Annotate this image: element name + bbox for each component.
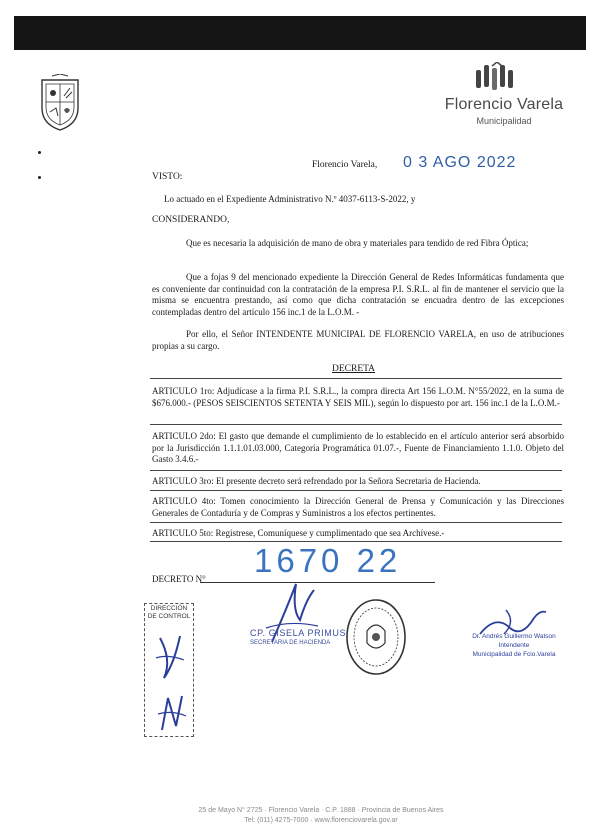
logo-mark-icon — [470, 62, 524, 92]
footer-contact: Tel: (011) 4275-7000 · www.florenciovarela.gov.ar — [244, 817, 398, 824]
mayor-signature-block — [458, 632, 570, 659]
considerando-paragraph-2: Que a fojas 9 del mencionado expediente la Dirección General de Redes Informáticas fundamenta que es conveniente dar continuidad con la contratación de la empresa P.I. S.R.L. al fin de mantener el servicio que la misma se encuentra prestando, así como que dicha contratación se encuadra dentro de las excepciones contempladas dentro del artículo 156 inc.1 de la L.O.M. - — [152, 272, 564, 317]
article-1: ARTICULO 1ro: Adjudícase a la firma P.I. S.R.L., la compra directa Art 156 L.O.M. N°55/2022, en la suma de $676.000.- (PESOS SEISCIENTOS SETENTA Y SEIS MIL), según lo dispuesto por art. 156 inc.1 de la L.O.M.- — [152, 386, 564, 408]
article-separator — [150, 378, 562, 379]
dateline-place: Florencio Varela, — [312, 160, 378, 170]
footer-address: 25 de Mayo N° 2725 · Florencio Varela · C.P. 1888 · Provincia de Buenos Aires — [198, 807, 444, 814]
brand-subtitle: Municipalidad — [476, 116, 532, 126]
scan-dot — [38, 176, 41, 179]
initial-signature-icon — [154, 690, 190, 734]
initial-signature-icon — [150, 630, 190, 682]
article-separator — [150, 522, 562, 523]
article-2: ARTICULO 2do: El gasto que demande el cumplimiento de lo establecido en el artículo anterior será absorbido por la Jurisdicción 1.1.1.01.03.000, Categoría Programática 01.07.-, Fuente de Financiamiento 1.1.0. Objeto del Gasto 3.4.6.- — [152, 431, 564, 465]
article-3: ARTICULO 3ro: El presente decreto será refrendado por la Señora Secretaria de Hacienda. — [152, 476, 481, 486]
secretary-name: CP. GISELA PRIMUS — [250, 628, 347, 638]
article-4: ARTICULO 4to: Tomen conocimiento la Dirección General de Prensa y Comunicación y las Direcciones Generales de Contaduría y de Compras y Suministros a los efectos pertinentes. — [152, 496, 564, 518]
article-separator — [150, 424, 562, 425]
article-separator — [150, 490, 562, 491]
brand-name: Florencio Varela — [444, 96, 564, 113]
visto-text: Lo actuado en el Expediente Administrativo N.º 4037-6113-S-2022, y — [164, 194, 416, 204]
municipality-logo — [434, 62, 574, 134]
mayor-role: Intendente — [498, 642, 530, 649]
considerando-paragraph-1: Que es necesaria la adquisición de mano de obra y materiales para tendido de red Fibra Óptica; — [186, 238, 529, 248]
decree-label: DECRETO N° — [152, 574, 206, 584]
scan-top-bar — [14, 16, 586, 50]
page-footer — [196, 806, 446, 826]
mayor-name: Dr. Andrés Guillermo Watson — [472, 633, 556, 640]
decree-number-stamp: 1670 22 — [254, 542, 402, 579]
secretary-role: SECRETARIA DE HACIENDA — [250, 640, 331, 646]
article-5: ARTICULO 5to: Regístrese, Comuníquese y cumplimentado que sea Archívese.- — [152, 528, 445, 538]
decreta-heading: DECRETA — [332, 364, 376, 374]
considerando-paragraph-3: Por ello, el Señor INTENDENTE MUNICIPAL DE FLORENCIO VARELA, en uso de atribuciones propias a su cargo. — [152, 329, 564, 351]
control-stamp-text: DIRECCIÓN DE CONTROL — [147, 605, 191, 620]
mayor-organization: Municipalidad de Fcio.Varela — [472, 651, 556, 658]
scan-dot — [38, 151, 41, 154]
official-seal-icon — [345, 597, 407, 677]
secretary-signature-block — [250, 628, 346, 646]
considerando-heading: CONSIDERANDO, — [152, 215, 230, 225]
date-stamp: 0 3 AGO 2022 — [403, 154, 517, 171]
coat-of-arms-icon — [38, 74, 82, 132]
visto-heading: VISTO: — [152, 172, 183, 182]
article-separator — [150, 470, 562, 471]
